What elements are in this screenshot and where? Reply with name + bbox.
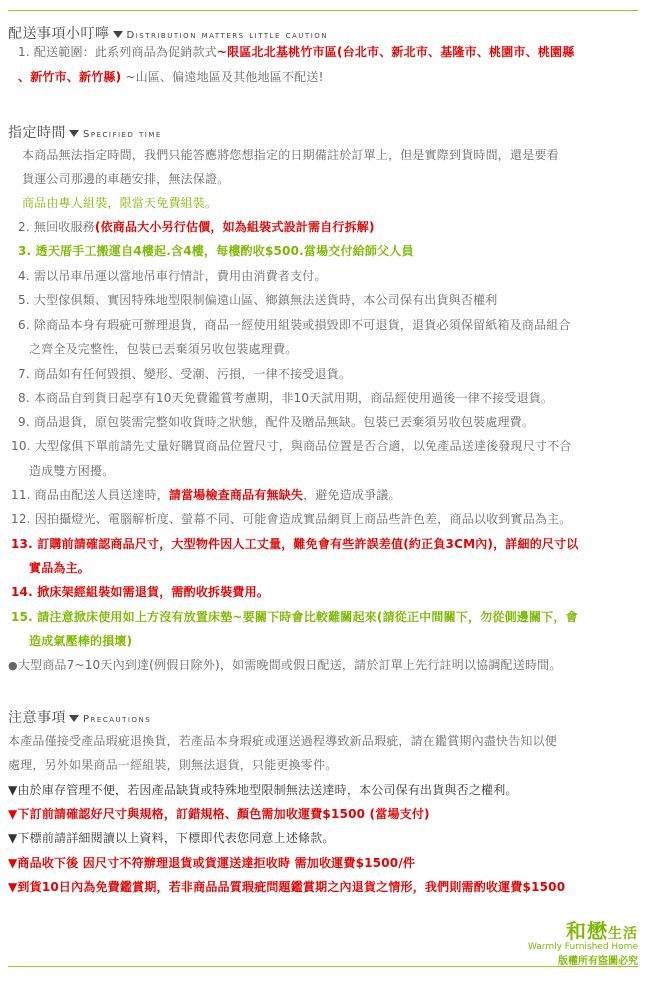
time-item-10-cont: 造成雙方困擾。 [29, 464, 115, 478]
brand-name: 和懋 [566, 919, 608, 943]
precaution-bullet-5: ▼到貨10日內為免費鑑賞期，若非商品品質瑕疵問題鑑賞期之內退貨之情形，我們則需酌收運費$1500 [8, 880, 566, 894]
section-title-distribution [8, 23, 328, 43]
section-title-en: Specified time [83, 129, 162, 140]
section-title-en: Precautions [83, 714, 152, 725]
section-title-text: 注意事項 [8, 710, 66, 726]
section-title-en: Distribution matters little caution [126, 30, 329, 41]
time-item-6: 6. 除商品本身有瑕疵可辦理退貨，商品一經使用組裝或損毀即不可退貨，退貨必須保留紙箱及商品組合 [18, 318, 571, 332]
precaution-bullet-4: ▼商品收下後 因尺寸不符辦理退貨或貨運送達拒收時 需加收運費$1500/件 [8, 856, 416, 870]
time-item-13: 13. 訂購前請確認商品尺寸，大型物件因人工丈量，難免會有些許誤差值(約正負3CM內)，詳細的尺寸以 [11, 537, 579, 551]
precaution-bullet-2: ▼下訂前請確認好尺寸與規格，訂錯規格、顏色需加收運費$1500 (當場支付) [8, 807, 430, 821]
brand-suffix: 生活 [608, 926, 638, 942]
delivery-note: ●大型商品7~10天內到達(例假日除外)，如需晚間或假日配送，請於訂單上先行註明以協調配送時間。 [8, 658, 562, 672]
section-title-precautions [8, 707, 151, 727]
triangle-down-icon [69, 715, 79, 722]
time-item-4: 4. 需以吊車吊運以當地吊車行情計，費用由消費者支付。 [18, 269, 327, 283]
time-item-3: 3. 透天厝手工搬運自4樓起.含4樓，每樓酌收$500.當場交付給師父人員 [18, 244, 414, 258]
time-paragraph: 本商品無法指定時間，我們只能答應將您想指定的日期備註於訂單上，但是實際到貨時間，還是要看 [22, 148, 559, 162]
time-item-15: 15. 請注意掀床使用如上方沒有放置床墊~要關下時會比較難關起來(請從正中間關下，勿從側邊關下，會 [11, 610, 578, 624]
time-item-14: 14. 掀床架經組裝如需退貨，需酌收拆裝費用。 [11, 585, 270, 599]
precautions-paragraph-cont: 處理，另外如果商品一經組裝，則無法退貨，只能更換零件。 [8, 758, 338, 772]
distribution-item-1-cont: 、新竹市、新竹縣) ~山區、偏遠地區及其他地區不配送! [18, 70, 324, 84]
bottom-divider [8, 966, 638, 967]
brand-english: Warmly Furnished Home [527, 942, 638, 952]
brand-logo [528, 915, 638, 967]
time-item-8: 8. 本商品自到貨日起享有10天免費鑑賞考慮期，非10天試用期，商品經使用過後一律不接受退貨。 [18, 391, 554, 405]
time-item-9: 9. 商品退貨，原包裝需完整如收貨時之狀態，配件及贈品無缺。包裝已丟棄須另收包裝處理費。 [18, 415, 535, 429]
top-divider [8, 10, 638, 11]
copyright-notice: 版權所有盜圖必究 [558, 956, 638, 967]
time-item-15-cont: 造成氣壓棒的損壞) [29, 634, 133, 648]
time-item-13-cont: 實品為主。 [29, 561, 91, 575]
assembly-note: 商品由專人組裝，限當天免費組裝。 [22, 196, 218, 210]
section-title-text: 指定時間 [8, 125, 66, 141]
triangle-down-icon [69, 130, 79, 137]
triangle-down-icon [113, 31, 123, 38]
precaution-bullet-3: ▼下標前請詳細閱讀以上資料，下標即代表您同意上述條款。 [8, 831, 335, 845]
time-item-11: 11. 商品由配送人員送達時，請當場檢查商品有無缺失，避免造成爭議。 [11, 488, 401, 502]
precautions-paragraph: 本產品僅接受產品瑕疵退換貨，若產品本身瑕疵或運送過程導致新品瑕疵，請在鑑賞期內盡快告知以便 [8, 734, 558, 748]
time-item-6-cont: 之齊全及完整性，包裝已丟棄須另收包裝處理費。 [29, 342, 298, 356]
time-item-5: 5. 大型傢俱類、實因特殊地型限制偏遠山區、鄉鎮無法送貨時，本公司保有出貨與否權利 [18, 293, 498, 307]
section-title-specified-time [8, 122, 162, 142]
precaution-bullet-1: ▼由於庫存管理不便，若因產品缺貨或特殊地型限制無法送達時，本公司保有出貨與否之權利。 [8, 783, 518, 797]
distribution-item-1: 1. 配送範圍：此系列商品為促銷款式~限區北北基桃竹市區(台北市、新北市、基隆市、桃園市、桃園縣 [18, 45, 575, 59]
time-paragraph-cont: 貨運公司那邊的車趟安排，無法保證。 [22, 172, 230, 186]
time-item-10: 10. 大型傢俱下單前請先丈量好購買商品位置尺寸，與商品位置是否合適，以免產品送達後發現尺寸不合 [11, 439, 572, 453]
time-item-2: 2. 無回收服務(依商品大小另行估價，如為組裝式設計需自行拆解) [18, 220, 375, 234]
section-title-text: 配送事項小叮嚀 [8, 26, 110, 42]
time-item-12: 12. 因拍攝燈光、電腦解析度、螢幕不同、可能會造成實品網頁上商品些許色差，商品以收到實品為主。 [11, 512, 572, 526]
bullet-icon: ● [8, 659, 18, 672]
time-item-7: 7. 商品如有任何毀損、變形、受潮、污損，一律不接受退貨。 [18, 367, 352, 381]
